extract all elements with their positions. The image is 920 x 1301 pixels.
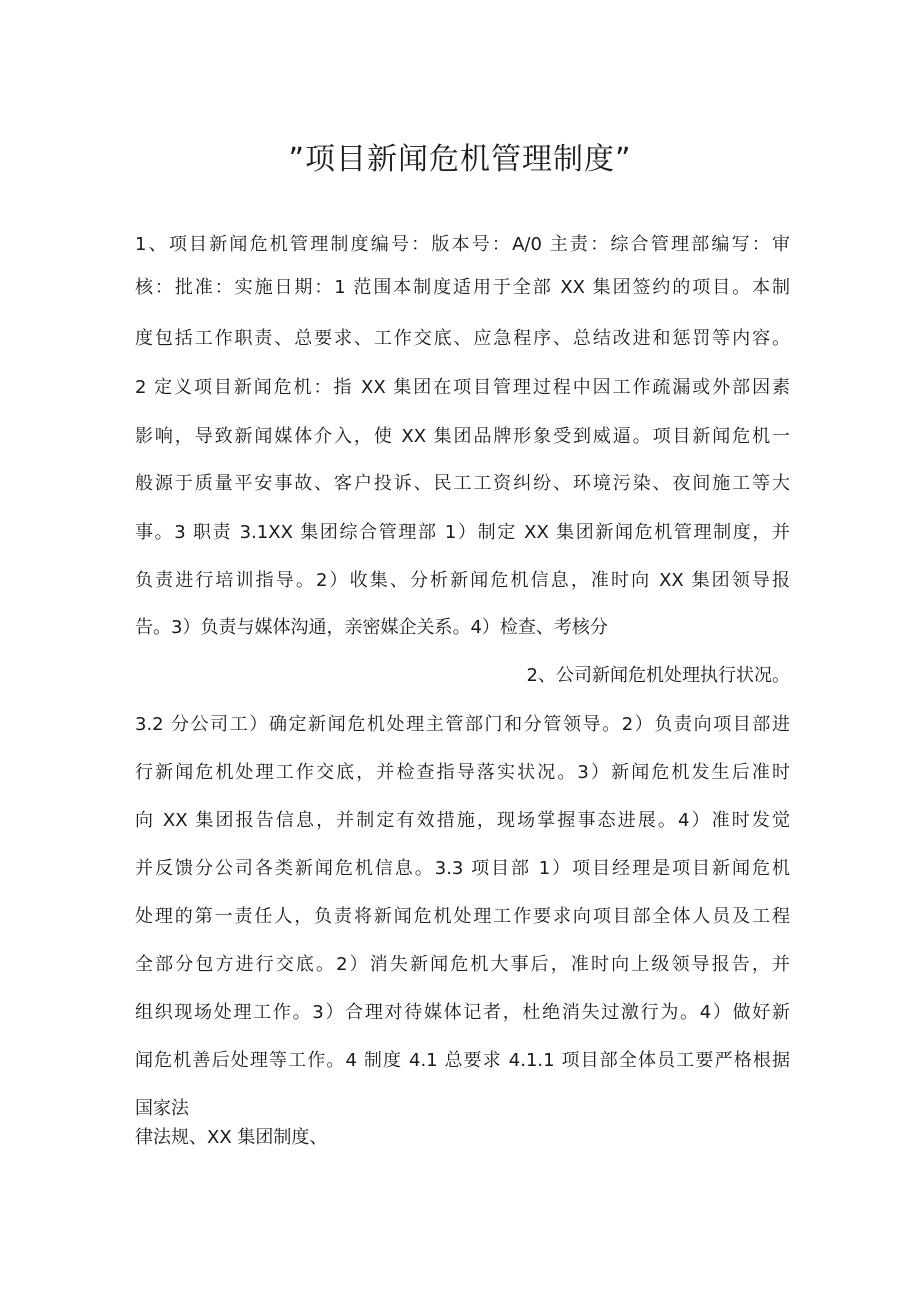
body-line: 律法规、XX 集团制度、 [135,1127,328,1148]
body-line: 负责进行培训指导。2）收集、分析新闻危机信息，准时向 XX 集团领导报 [135,570,790,591]
body-line: 事。3 职责 3.1XX 集团综合管理部 1）制定 XX 集团新闻危机管理制度，并 [135,522,790,543]
body-line: 度包括工作职责、总要求、工作交底、应急程序、总结改进和惩罚等内容。 [135,328,790,349]
body-line: 闻危机善后处理等工作。4 制度 4.1 总要求 4.1.1 项目部全体员工要严格根据 [135,1050,790,1071]
body-line: 3.2 分公司工）确定新闻危机处理主管部门和分管领导。2）负责向项目部进 [135,714,790,735]
body-line: 2 定义项目新闻危机：指 XX 集团在项目管理过程中因工作疏漏或外部因素 [135,377,790,398]
body-line: 向 XX 集团报告信息，并制定有效措施，现场掌握事态进展。4）准时发觉 [135,810,790,831]
body-line: 影响，导致新闻媒体介入，使 XX 集团品牌形象受到威逼。项目新闻危机一 [135,426,790,447]
section-heading: 2、公司新闻危机处理执行状况。 [526,665,790,686]
body-line: 国家法 [135,1098,189,1119]
body-line: 般源于质量平安事故、客户投诉、民工工资纠纷、环境污染、夜间施工等大 [135,473,790,494]
body-line: 行新闻危机处理工作交底，并检查指导落实状况。3）新闻危机发生后准时 [135,762,790,783]
body-line: 核：批准：实施日期：1 范围本制度适用于全部 XX 集团签约的项目。本制 [135,277,790,298]
body-line: 处理的第一责任人，负责将新闻危机处理工作要求向项目部全体人员及工程 [135,906,790,927]
document-title: ”项目新闻危机管理制度” [288,142,632,177]
body-line: 告。3）负责与媒体沟通，亲密媒企关系。4）检查、考核分 [135,617,608,638]
body-line: 1、项目新闻危机管理制度编号：版本号：A/0 主责：综合管理部编写：审 [135,234,790,255]
body-line: 全部分包方进行交底。2）消失新闻危机大事后，准时向上级领导报告，并 [135,954,790,975]
body-line: 并反馈分公司各类新闻危机信息。3.3 项目部 1）项目经理是项目新闻危机 [135,858,790,879]
body-line: 组织现场处理工作。3）合理对待媒体记者，杜绝消失过激行为。4）做好新 [135,1002,790,1023]
